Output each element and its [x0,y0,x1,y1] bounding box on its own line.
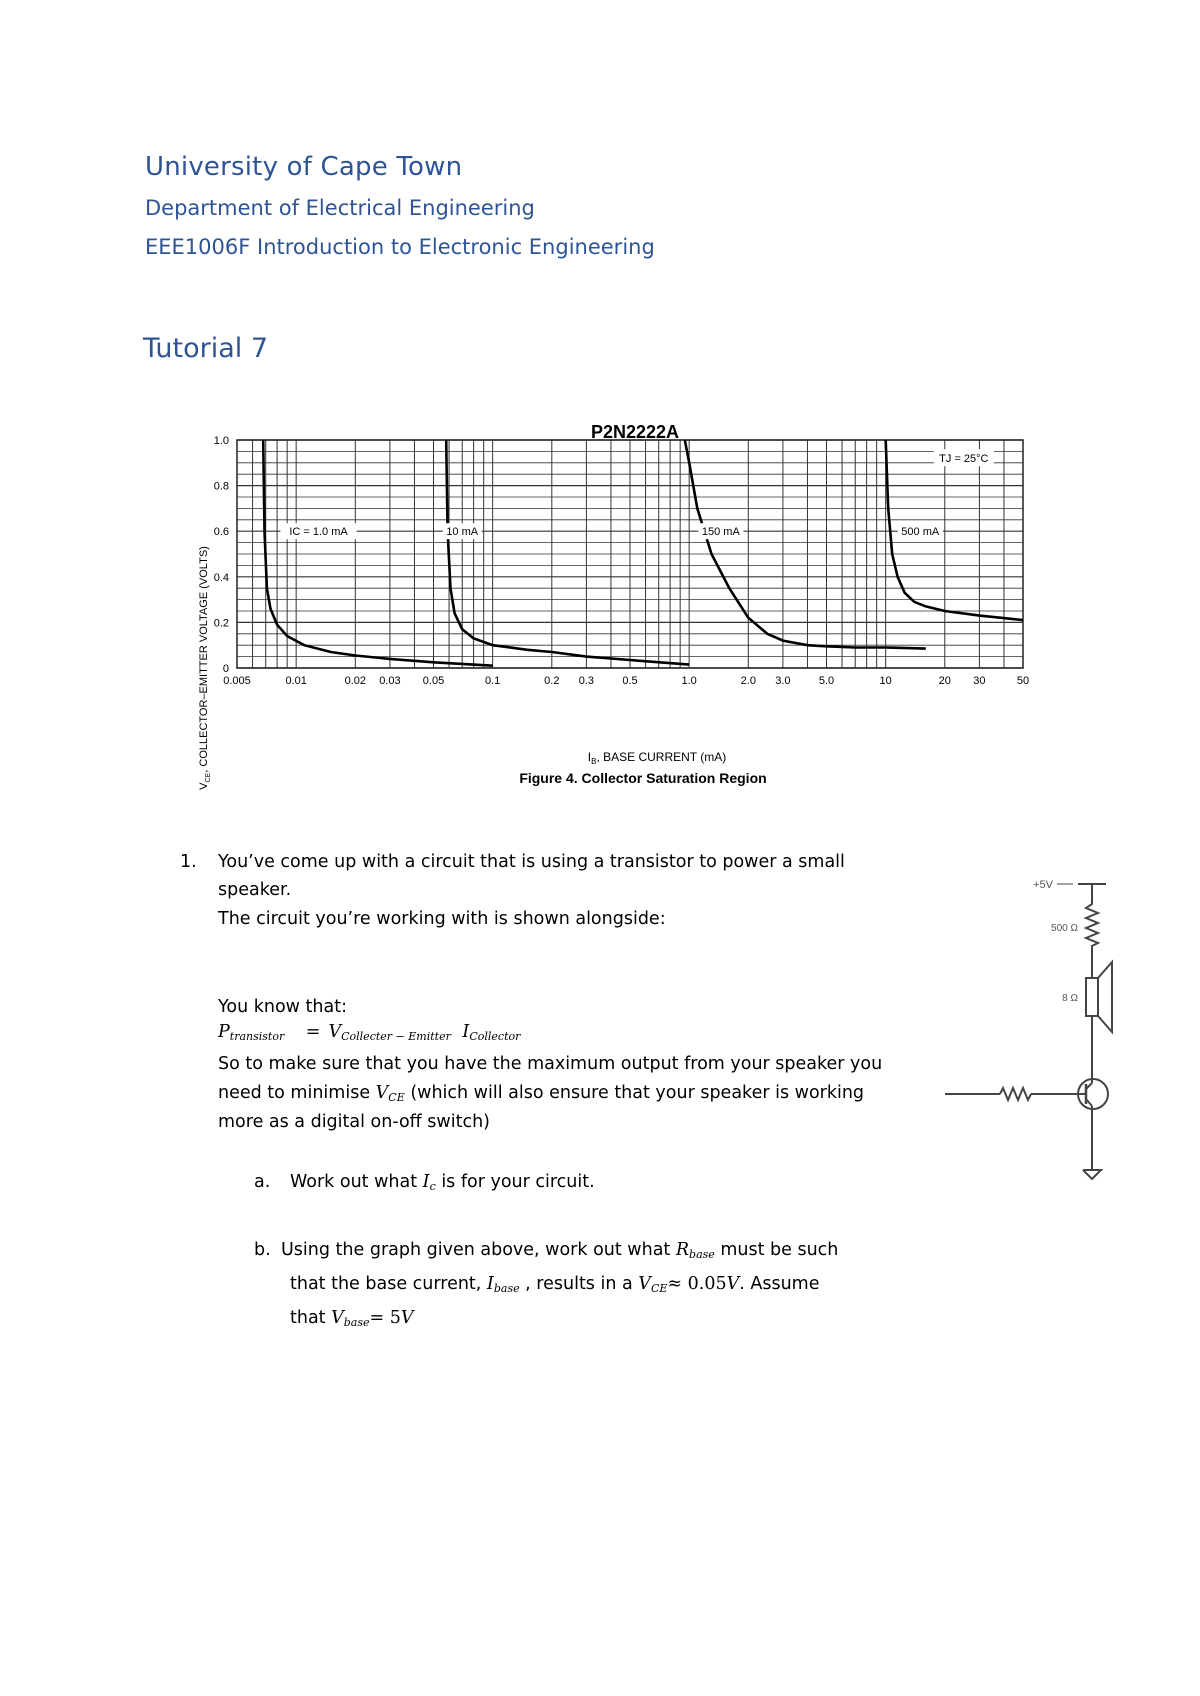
x-tick-label: 50 [1016,675,1030,687]
x-tick-label: 0.1 [485,675,501,687]
y-axis-label: $V_{CE}$, COLLECTOR–EMITTER VOLTAGE (VOLTS) [198,546,212,790]
ground-symbol [1083,1170,1101,1179]
speaker-label: 8 Ω [1062,993,1078,1004]
base-resistor [1000,1088,1031,1100]
x-tick-label: 5.0 [818,675,835,687]
series-label: 10 mA [446,526,479,539]
part-a-text: Work out what Ic is for your circuit. [290,1172,595,1193]
x-tick-label: 0.03 [379,675,401,687]
x-tick-label: 1.0 [681,675,697,687]
intro-line-1: You’ve come up with a circuit that is using a transistor to power a small [218,852,845,872]
resistor-label: 500 Ω [1051,923,1078,934]
intro-line-3: The circuit you’re working with is shown alongside: [218,909,666,929]
series-curve [685,440,926,649]
x-axis-label: $I_B$, BASE CURRENT (mA) [587,750,727,766]
speaker-coil [1086,978,1098,1016]
x-tick-label: 0.5 [622,675,638,687]
y-tick-label: 0.6 [213,526,229,539]
university-title: University of Cape Town [145,152,463,182]
course-title: EEE1006F Introduction to Electronic Engineering [145,235,655,259]
output-line-2: need to minimise VCE (which will also ensure that your speaker is working [218,1083,865,1104]
part-b-label: b. [254,1240,271,1260]
temperature-annotation: TJ = 25°C [939,453,989,466]
saturation-chart [195,418,1055,798]
series-curve [446,440,689,665]
y-tick-label: 0.8 [213,480,229,493]
supply-label: +5V [1033,879,1053,891]
question-number: 1. [180,852,197,872]
x-tick-label: 0.05 [422,675,445,687]
x-tick-label: 10 [879,675,892,687]
figure-caption: Figure 4. Collector Saturation Region [519,770,767,786]
chart-title: P2N2222A [590,422,680,442]
intro-line-2: speaker. [218,880,292,900]
x-tick-label: 0.01 [285,675,307,687]
series-label: 150 mA [701,526,740,539]
output-line-1: So to make sure that you have the maximum output from your speaker you [218,1054,883,1074]
x-tick-label: 0.2 [544,675,560,687]
circuit-diagram [945,870,1125,1200]
x-tick-label: 20 [938,675,951,687]
y-tick-label: 1.0 [213,435,229,447]
part-a-label: a. [254,1172,271,1192]
y-tick-label: 0 [222,663,229,675]
tutorial-title: Tutorial 7 [143,333,269,364]
series-label: 500 mA [901,526,940,539]
speaker-cone [1098,962,1112,1032]
y-tick-label: 0.4 [213,571,229,584]
x-tick-label: 0.02 [344,675,367,687]
chart-grid [237,440,1023,668]
x-tick-label: 30 [973,675,986,687]
power-formula: Ptransistor = VCollecter − Emitter ICollector [218,1022,521,1043]
x-tick-label: 2.0 [740,675,756,687]
part-b-line-3: that Vbase= 5V [290,1308,414,1329]
series-label: IC = 1.0 mA [289,526,348,539]
department-title: Department of Electrical Engineering [145,196,535,220]
y-tick-label: 0.2 [213,617,229,630]
part-b-line-1: Using the graph given above, work out what Rbase must be such [281,1240,839,1261]
output-line-3: more as a digital on-off switch) [218,1112,490,1132]
x-tick-label: 0.3 [578,675,595,687]
x-tick-label: 3.0 [775,675,791,687]
part-b-line-2: that the base current, Ibase , results in a VCE≈ 0.05V. Assume [290,1274,820,1295]
know-line: You know that: [218,997,347,1017]
resistor-500 [1086,898,1098,978]
x-tick-label: 0.005 [223,675,251,687]
